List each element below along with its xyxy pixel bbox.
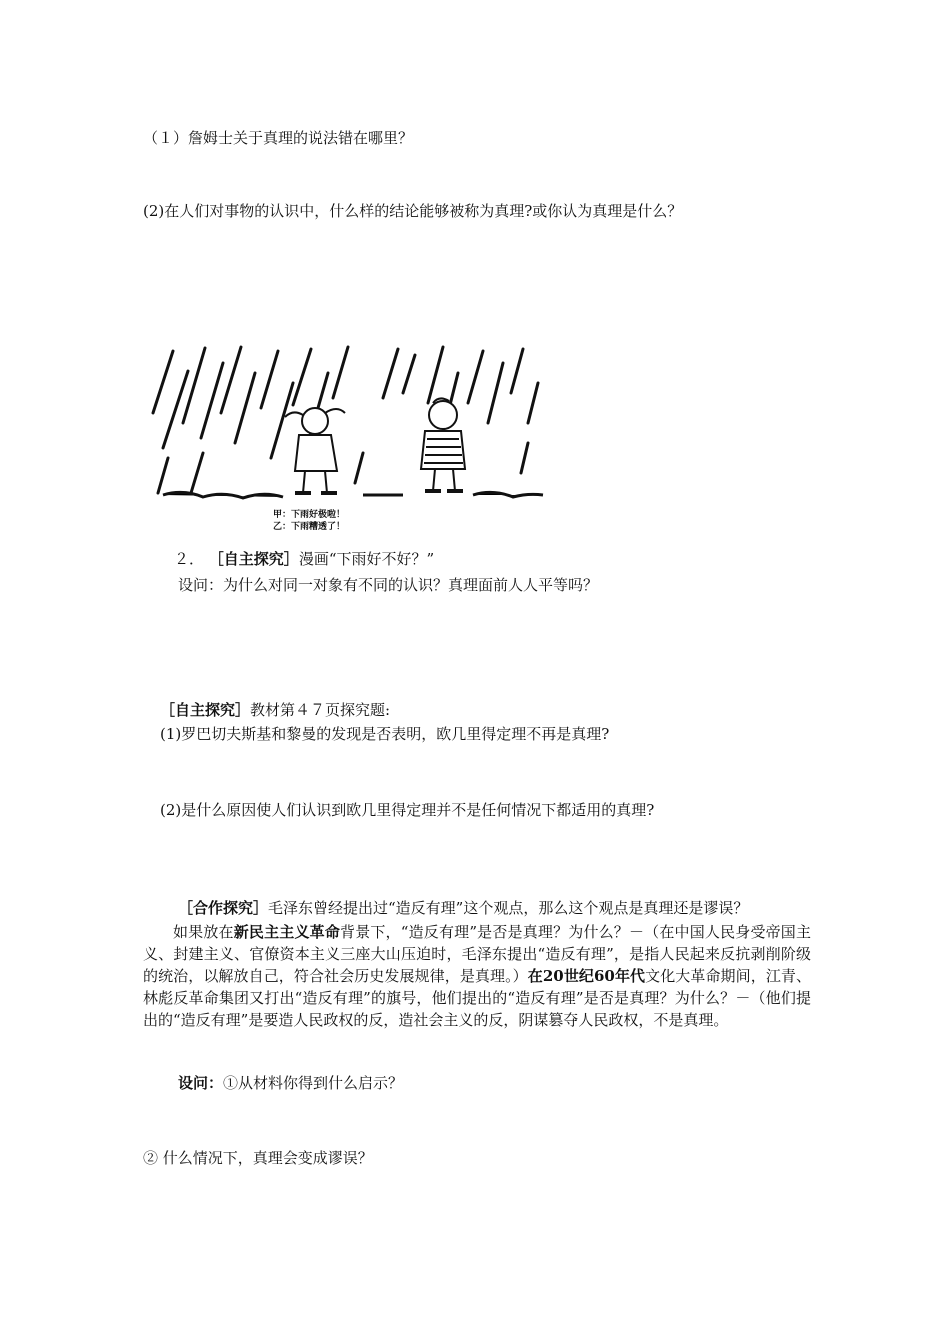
cartoon-caption-b: 乙：下雨糟透了！ [273, 522, 346, 532]
section-3-tag: ［自主探究］ [160, 701, 251, 719]
section-3-question-2: (2)是什么原因使人们认识到欧几里得定理并不是任何情况下都适用的真理? [160, 801, 655, 819]
paragraph-bold-1: 新民主主义革命 [233, 923, 341, 941]
paragraph-text-b: 背景下，“造反有理”是否是真理？为什么？－（在中国人民身受帝国主义、封建主义、官僚资本主义三座大山压迫时，毛泽东提出“造反有理”，是指人民起来反抗剥削阶级的统治，以解放自己，符合社会历史发展规律，是真理。） [143, 923, 811, 985]
section-4-paragraph [143, 921, 811, 1031]
ask-label: 设问： [178, 1074, 224, 1092]
cartoon-caption-a: 甲：下雨好极啦！ [273, 510, 346, 520]
ask-1-text: ①从材料你得到什么启示？ [223, 1074, 404, 1092]
section-2-title: 漫画“下雨好不好？” [298, 550, 435, 568]
section-3-question-1: (1)罗巴切夫斯基和黎曼的发现是否表明，欧几里得定理不再是真理? [160, 725, 610, 743]
section-2-tag: ［自主探究］ [208, 550, 299, 568]
rain-cartoon-image [143, 343, 553, 533]
paragraph-text-c: 文化大革命期间，江青、林彪反革命集团又打出“造反有理”的旗号，他们提出的“造反有理”是否是真理？为什么？－（他们提出的“造反有理”是要造人民政权的反，造社会主义的反，阴谋篡夺人民政权，不是真理。 [143, 967, 811, 1029]
paragraph-bold-2: 在20世纪60年代 [527, 967, 646, 985]
section-4-intro: 毛泽东曾经提出过“造反有理”这个观点，那么这个观点是真理还是谬误？ [268, 899, 749, 917]
section-4-ask-2: ② 什么情况下，真理会变成谬误？ [143, 1149, 373, 1167]
paragraph-text-a: 如果放在 [173, 923, 234, 941]
section-4-heading [178, 898, 748, 918]
section-2-heading [174, 549, 434, 569]
question-2: (2)在人们对事物的认识中，什么样的结论能够被称为真理?或你认为真理是什么？ [143, 202, 683, 220]
section-2-number: ２． [174, 550, 205, 568]
section-4-tag: ［合作探究］ [178, 899, 269, 917]
section-3-heading [160, 700, 390, 720]
section-4-ask-1 [178, 1073, 403, 1093]
section-2-question: 设问：为什么对同一对象有不同的认识？真理面前人人平等吗？ [178, 576, 599, 594]
section-3-title: 教材第４７页探究题: [250, 701, 391, 719]
question-1: （１）詹姆士关于真理的说法错在哪里？ [143, 129, 414, 147]
